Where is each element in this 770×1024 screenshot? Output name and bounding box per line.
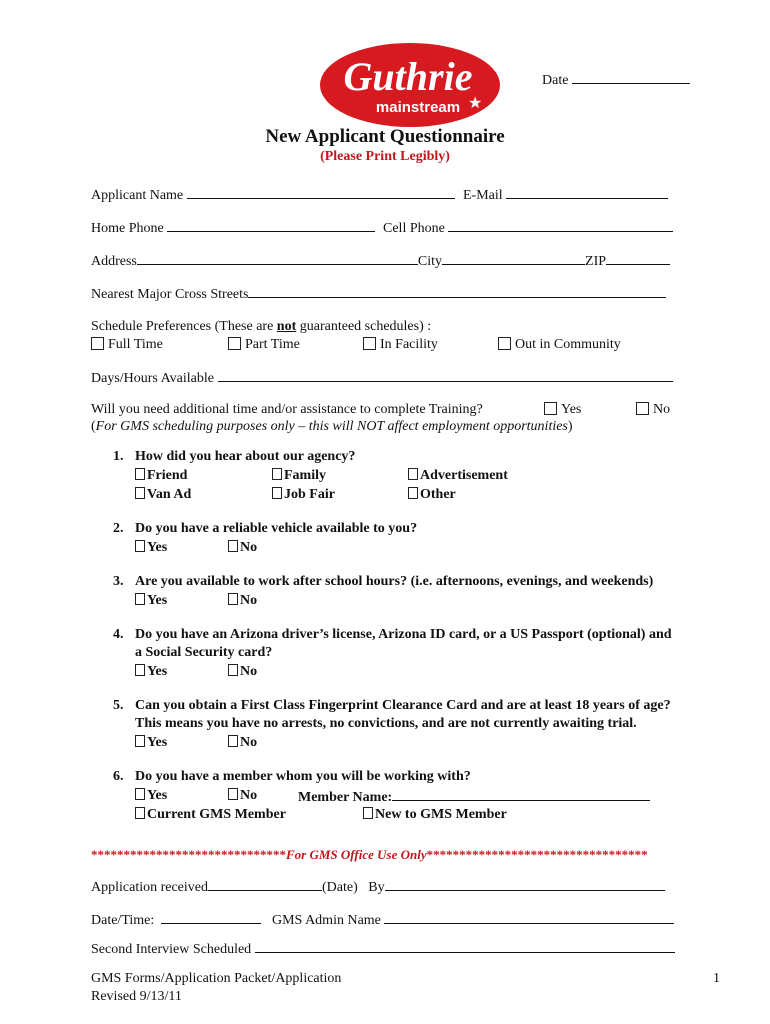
cell-phone-field[interactable]: Cell Phone	[383, 219, 673, 237]
question-5-text: Can you obtain a First Class Fingerprint Clearance Card and are at least 18 years of age?	[135, 698, 671, 713]
second-interview-field[interactable]: Second Interview Scheduled	[91, 940, 675, 958]
checkbox[interactable]	[91, 337, 104, 350]
checkbox[interactable]	[363, 337, 376, 350]
logo-brand: Guthrie	[343, 54, 473, 99]
question-number: 4.	[113, 627, 124, 642]
q6-option-no[interactable]: No	[228, 788, 257, 804]
q1-option-family[interactable]: Family	[272, 468, 326, 484]
admin-name-field[interactable]: GMS Admin Name	[272, 911, 674, 929]
q6-option-yes[interactable]: Yes	[135, 788, 167, 804]
zip-line[interactable]	[606, 252, 670, 265]
page-number: 1	[713, 971, 720, 986]
application-received-field[interactable]: Application received (Date) By	[91, 878, 665, 896]
question-4-text-line2: a Social Security card?	[135, 645, 273, 660]
page-subtitle: (Please Print Legibly)	[320, 149, 450, 164]
question-number: 6.	[113, 769, 124, 784]
question-4-text: Do you have an Arizona driver’s license, Arizona ID card, or a US Passport (optional) and	[135, 627, 672, 642]
checkbox[interactable]	[363, 807, 373, 819]
q1-option-friend[interactable]: Friend	[135, 468, 187, 484]
checkbox[interactable]	[408, 468, 418, 480]
q3-option-no[interactable]: No	[228, 593, 257, 609]
checkbox[interactable]	[135, 468, 145, 480]
cross-streets-field[interactable]: Nearest Major Cross Streets	[91, 285, 666, 303]
checkbox[interactable]	[135, 735, 145, 747]
q6-option-new-member[interactable]: New to GMS Member	[363, 807, 507, 823]
question-3-text: Are you available to work after school hours? (i.e. afternoons, evenings, and weekends)	[135, 574, 654, 589]
schedule-option-full-time[interactable]: Full Time	[91, 337, 163, 353]
question-2-text: Do you have a reliable vehicle available to you?	[135, 521, 418, 536]
schedule-preferences-label: Schedule Preferences (These are not guaranteed schedules) :	[91, 319, 432, 334]
by-line[interactable]	[385, 878, 665, 891]
question-number: 5.	[113, 698, 124, 713]
q1-option-van-ad[interactable]: Van Ad	[135, 487, 191, 503]
star-icon: ★	[468, 93, 483, 112]
schedule-option-part-time[interactable]: Part Time	[228, 337, 300, 353]
date-time-field[interactable]: Date/Time:	[91, 911, 261, 929]
question-1-text: How did you hear about our agency?	[135, 449, 356, 464]
logo-sub: mainstream	[375, 99, 461, 116]
schedule-option-in-facility[interactable]: In Facility	[363, 337, 438, 353]
training-question: Will you need additional time and/or assistance to complete Training?	[91, 402, 483, 417]
q4-option-no[interactable]: No	[228, 664, 257, 680]
question-5-text-line2: This means you have no arrests, no convictions, and are not currently awaiting trial.	[135, 716, 637, 731]
member-name-field[interactable]: Member Name:	[298, 788, 650, 806]
page-title: New Applicant Questionnaire	[265, 126, 505, 147]
guthrie-mainstream-logo	[318, 42, 502, 128]
q1-option-other[interactable]: Other	[408, 487, 456, 503]
checkbox[interactable]	[135, 487, 145, 499]
checkbox[interactable]	[228, 593, 238, 605]
question-number: 2.	[113, 521, 124, 536]
checkbox[interactable]	[228, 540, 238, 552]
date-label: Date	[542, 73, 569, 88]
office-use-banner: ******************************For GMS Office Use Only**********************************	[91, 847, 648, 862]
by-label: By	[368, 880, 385, 895]
applicant-name-field[interactable]: Applicant Name	[91, 186, 455, 204]
training-no[interactable]: No	[636, 402, 670, 418]
city-line[interactable]	[442, 252, 585, 265]
q2-option-no[interactable]: No	[228, 540, 257, 556]
q4-option-yes[interactable]: Yes	[135, 664, 167, 680]
question-6-text: Do you have a member whom you will be working with?	[135, 769, 471, 784]
checkbox[interactable]	[228, 788, 238, 800]
email-field[interactable]: E-Mail	[463, 186, 668, 204]
date-field[interactable]	[542, 71, 690, 89]
q1-option-job-fair[interactable]: Job Fair	[272, 487, 335, 503]
address-field[interactable]: Address City ZIP	[91, 252, 670, 270]
checkbox[interactable]	[272, 487, 282, 499]
training-yes[interactable]: Yes	[544, 402, 581, 418]
q1-option-advertisement[interactable]: Advertisement	[408, 468, 508, 484]
question-number: 1.	[113, 449, 124, 464]
zip-label: ZIP	[585, 254, 607, 269]
checkbox[interactable]	[135, 664, 145, 676]
checkbox[interactable]	[408, 487, 418, 499]
footer-line2: Revised 9/13/11	[91, 989, 182, 1004]
checkbox[interactable]	[135, 593, 145, 605]
days-hours-field[interactable]: Days/Hours Available	[91, 369, 673, 387]
checkbox[interactable]	[636, 402, 649, 415]
checkbox[interactable]	[135, 788, 145, 800]
checkbox[interactable]	[135, 807, 145, 819]
home-phone-field[interactable]: Home Phone	[91, 219, 375, 237]
question-number: 3.	[113, 574, 124, 589]
training-note: (For GMS scheduling purposes only – this will NOT affect employment opportunities)	[91, 419, 573, 434]
checkbox[interactable]	[498, 337, 511, 350]
q6-option-current-member[interactable]: Current GMS Member	[135, 807, 286, 823]
checkbox[interactable]	[272, 468, 282, 480]
checkbox[interactable]	[228, 664, 238, 676]
checkbox[interactable]	[135, 540, 145, 552]
checkbox[interactable]	[228, 735, 238, 747]
q5-option-yes[interactable]: Yes	[135, 735, 167, 751]
city-label: City	[417, 254, 443, 269]
q5-option-no[interactable]: No	[228, 735, 257, 751]
checkbox[interactable]	[228, 337, 241, 350]
q2-option-yes[interactable]: Yes	[135, 540, 167, 556]
q3-option-yes[interactable]: Yes	[135, 593, 167, 609]
schedule-option-out-in-community[interactable]: Out in Community	[498, 337, 621, 353]
date-line[interactable]	[572, 71, 690, 84]
footer-line1: GMS Forms/Application Packet/Application	[91, 971, 342, 986]
checkbox[interactable]	[544, 402, 557, 415]
